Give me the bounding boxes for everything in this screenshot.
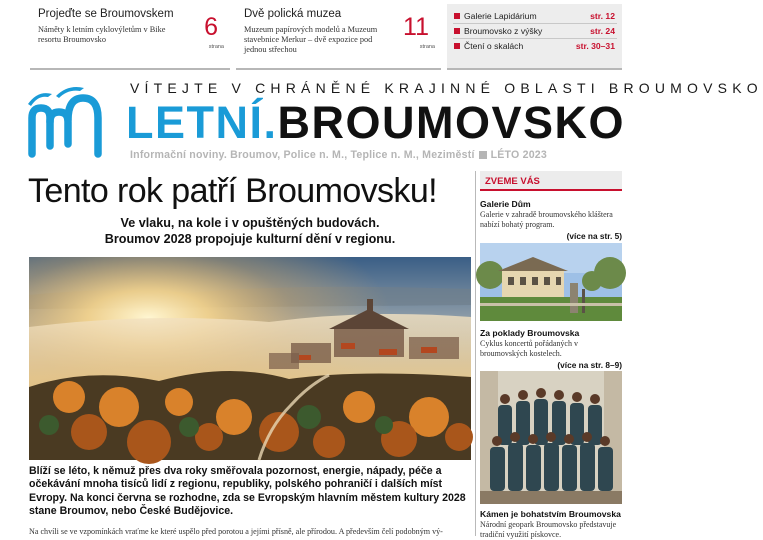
sidebar-item-more-link[interactable]: (více na str. 5) xyxy=(566,231,622,241)
teaser-page-number: 11 xyxy=(403,13,429,41)
sidebar-item-text: Galerie v zahradě broumovského kláštera nabízí bohatý program. xyxy=(480,210,613,229)
masthead-tagline: VÍTEJTE V CHRÁNĚNÉ KRAJINNÉ OBLASTI BROUMOVSKO xyxy=(130,80,763,96)
contents-item-label: Čtení o skalách xyxy=(464,41,524,51)
contents-item-label: Galerie Lapidárium xyxy=(464,11,537,21)
teaser-museums[interactable] xyxy=(236,4,441,70)
sidebar-item-title[interactable]: Kámen je bohatstvím Broumovska xyxy=(480,509,621,519)
bullet-square-icon xyxy=(454,13,460,19)
teaser-title: Dvě polická muzea xyxy=(244,8,342,20)
column-divider xyxy=(475,171,476,536)
contents-box xyxy=(447,4,622,70)
bullet-square-icon xyxy=(454,28,460,34)
contents-item[interactable] xyxy=(453,9,617,24)
sidebar-item-more-link[interactable]: (více na str. 8–9) xyxy=(557,360,622,370)
edition-label: LÉTO 2023 xyxy=(490,149,547,161)
masthead-title-part2: BROUMOVSKO xyxy=(277,97,626,148)
contents-item-label: Broumovsko z výšky xyxy=(464,26,543,36)
masthead-title-part1: LETNÍ. xyxy=(126,97,278,148)
article-subhead-line: Ve vlaku, na kole i v opuštěných budovách. xyxy=(120,216,380,230)
teaser-text: Náměty k letním cyklovýletům v Bike resortu Broumovsko xyxy=(38,25,166,44)
separator-square-icon xyxy=(479,151,487,159)
teaser-page-number: 6 xyxy=(204,13,218,41)
choir-concert-photo[interactable] xyxy=(480,371,622,504)
sidebar-item-title[interactable]: Galerie Dům xyxy=(480,199,531,209)
teaser-text: Muzeum papírových modelů a Muzeum stavebnice Merkur – dvě expozice pod jednou střechou xyxy=(244,25,378,54)
teaser-page-label: strana xyxy=(208,44,224,50)
broumov-misty-town-photo[interactable] xyxy=(29,257,471,460)
article-lead: Blíží se léto, k němuž přes dva roky směřovala pozornost, energie, nápady, péče a očekávání mnoha tisíců lidí z regionu, republiky, polského pohraničí i dalších míst Evropy. Na konci června se rozhodne, zda se Evropským hlavním městem kultury 2028 stane Broumov, nebo České Budějovice. xyxy=(29,465,466,518)
masthead-subline-text: Informační noviny. Broumov, Police n. M., Teplice n. M., Meziměstí xyxy=(130,149,475,161)
contents-item-page: str. 24 xyxy=(590,26,615,36)
article-subhead xyxy=(30,215,470,247)
teaser-page-label: strana xyxy=(419,44,435,50)
sidebar-heading: ZVEME VÁS xyxy=(480,171,622,191)
contents-item-page: str. 30–31 xyxy=(575,41,615,51)
teaser-cycling[interactable] xyxy=(30,4,230,70)
contents-item[interactable] xyxy=(453,24,617,39)
sidebar-item-title[interactable]: Za poklady Broumovska xyxy=(480,328,580,338)
sidebar-item-text: Národní geopark Broumovsko představuje tradiční využití pískovce. xyxy=(480,520,617,539)
sidebar-item-text: Cyklus koncertů pořádaných v broumovských kostelech. xyxy=(480,339,578,358)
teaser-title: Projeďte se Broumovskem xyxy=(38,8,174,20)
article-subhead-line: Broumov 2028 propojuje kulturní dění v regionu. xyxy=(104,232,396,246)
masthead-title xyxy=(126,96,625,150)
contents-item-page: str. 12 xyxy=(590,11,615,21)
broumovsko-logo-icon xyxy=(26,84,106,162)
bullet-square-icon xyxy=(454,43,460,49)
article-body: Na chvíli se ve vzpomínkách vraťme ke které uspělo před porotou a jejími přísně, ale přírodou. A především čelí podobným vý- xyxy=(29,527,443,536)
contents-list xyxy=(453,9,617,54)
gallery-building-photo[interactable] xyxy=(480,243,622,321)
article-headline: Tento rok patří Broumovsku! xyxy=(28,172,437,210)
contents-item[interactable] xyxy=(453,39,617,54)
masthead-subline xyxy=(130,149,547,161)
